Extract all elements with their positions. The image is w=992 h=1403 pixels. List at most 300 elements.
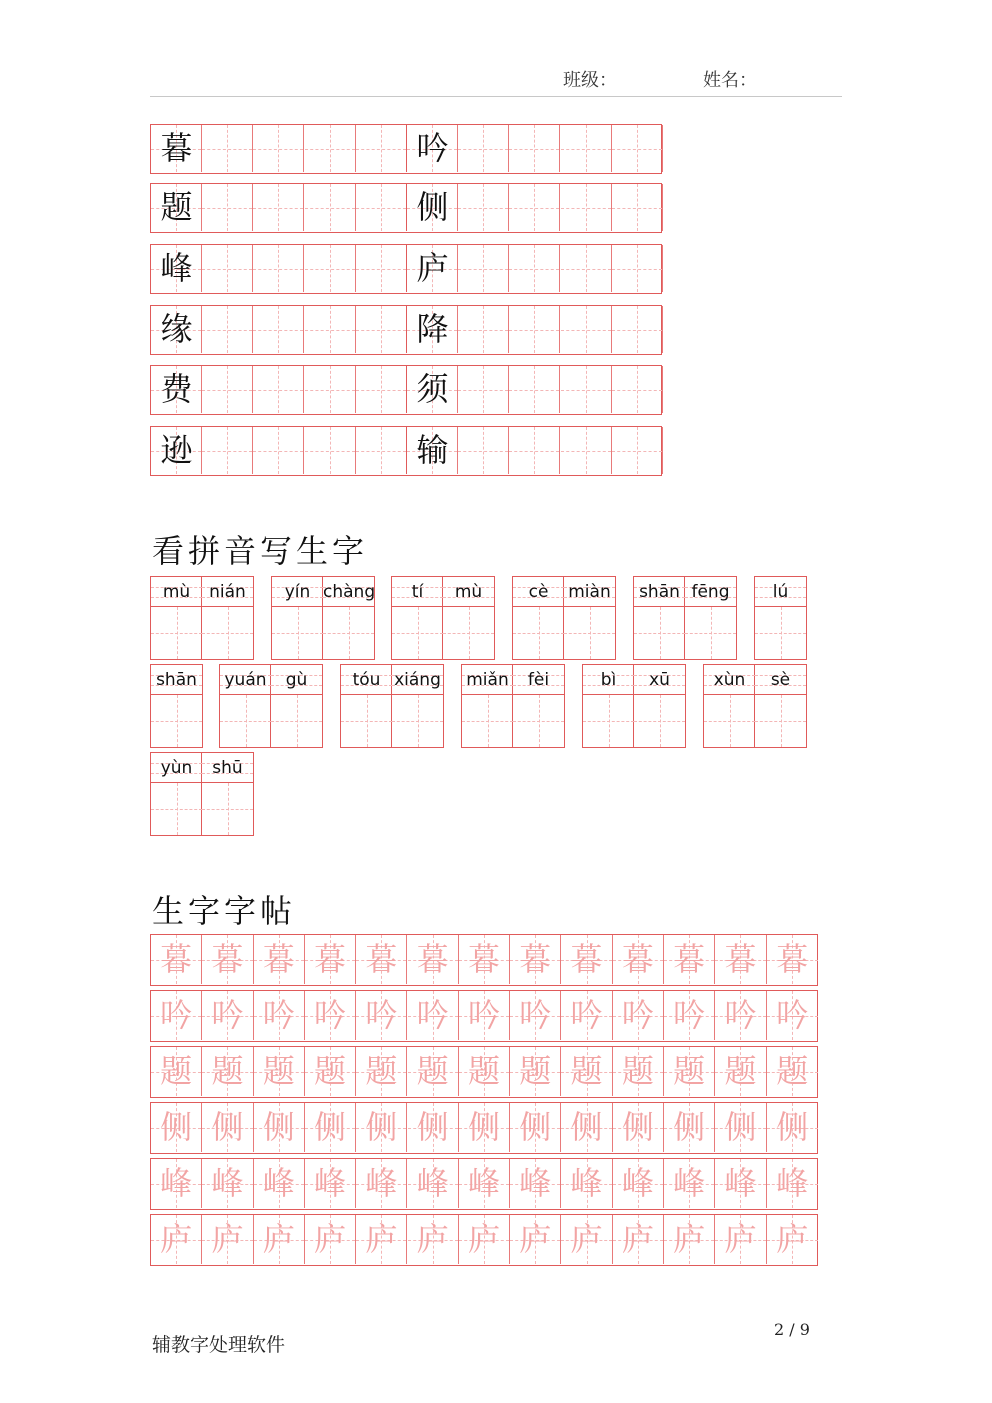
tracing-cell[interactable] xyxy=(254,1047,305,1096)
tracing-char: 吟 xyxy=(673,996,706,1034)
tracing-cell[interactable] xyxy=(305,991,356,1040)
tracing-cell[interactable] xyxy=(459,1215,510,1264)
tracing-char: 侧 xyxy=(416,1108,449,1146)
pinyin-label xyxy=(151,665,202,695)
practice-char: 降 xyxy=(416,310,449,348)
tracing-cell[interactable] xyxy=(202,1103,253,1152)
tracing-cell[interactable] xyxy=(408,1215,459,1264)
tracing-char: 侧 xyxy=(262,1108,295,1146)
tracing-cell[interactable] xyxy=(613,935,664,984)
pinyin-answer-box[interactable] xyxy=(755,695,806,747)
pinyin-answer-box[interactable] xyxy=(513,695,564,747)
pinyin-answer-box[interactable] xyxy=(392,607,443,659)
tracing-char: 吟 xyxy=(314,996,347,1034)
tracing-cell[interactable] xyxy=(202,991,253,1040)
pinyin-label xyxy=(443,577,494,607)
pinyin-label xyxy=(704,665,755,695)
practice-cell[interactable] xyxy=(356,125,407,172)
tracing-char: 峰 xyxy=(570,1164,603,1202)
pinyin-answer-box[interactable] xyxy=(583,695,634,747)
tracing-cell[interactable] xyxy=(356,1047,407,1096)
pinyin-text: fēng xyxy=(691,582,730,602)
pinyin-answer-box[interactable] xyxy=(220,695,271,747)
pinyin-text: shān xyxy=(639,582,680,602)
tracing-char: 峰 xyxy=(724,1164,757,1202)
tracing-char: 题 xyxy=(160,1052,193,1090)
pinyin-text: mù xyxy=(454,582,483,602)
tracing-row xyxy=(150,990,818,1042)
tracing-char: 题 xyxy=(365,1052,398,1090)
practice-cell[interactable] xyxy=(253,184,304,231)
tracing-cell[interactable] xyxy=(202,935,253,984)
tracing-char: 庐 xyxy=(211,1220,244,1258)
practice-cell[interactable] xyxy=(612,125,663,172)
tracing-cell[interactable] xyxy=(715,991,766,1040)
pinyin-answer-box[interactable] xyxy=(704,695,755,747)
tracing-cell[interactable] xyxy=(254,1103,305,1152)
practice-cell[interactable] xyxy=(151,366,202,413)
practice-cell[interactable] xyxy=(509,366,560,413)
practice-cell[interactable] xyxy=(202,366,253,413)
pinyin-group xyxy=(754,576,807,660)
practice-cell[interactable] xyxy=(509,245,560,292)
pinyin-text: cè xyxy=(528,582,549,602)
practice-cell[interactable] xyxy=(305,125,356,172)
tracing-char: 峰 xyxy=(519,1164,552,1202)
practice-char: 吟 xyxy=(416,129,449,167)
tracing-cell[interactable] xyxy=(305,1103,356,1152)
tracing-char: 庐 xyxy=(570,1220,603,1258)
pinyin-cell xyxy=(443,577,494,659)
pinyin-group xyxy=(391,576,495,660)
tracing-char: 暮 xyxy=(467,940,500,978)
tracing-cell[interactable] xyxy=(356,935,407,984)
header-divider xyxy=(150,96,842,97)
tracing-cell[interactable] xyxy=(767,1047,818,1096)
pinyin-cell xyxy=(462,665,513,747)
tracing-char: 峰 xyxy=(365,1164,398,1202)
pinyin-label xyxy=(220,665,271,695)
pinyin-text: yùn xyxy=(160,758,193,778)
tracing-char: 吟 xyxy=(570,996,603,1034)
pinyin-answer-box[interactable] xyxy=(462,695,513,747)
pinyin-group xyxy=(340,664,444,748)
tracing-char: 侧 xyxy=(467,1108,500,1146)
tracing-char: 侧 xyxy=(621,1108,654,1146)
pinyin-cell xyxy=(323,577,374,659)
tracing-cell[interactable] xyxy=(408,935,459,984)
practice-cell[interactable] xyxy=(407,306,458,353)
tracing-cell[interactable] xyxy=(561,1159,612,1208)
tracing-cell[interactable] xyxy=(664,991,715,1040)
tracing-cell[interactable] xyxy=(408,991,459,1040)
pinyin-group xyxy=(271,576,375,660)
practice-cell[interactable] xyxy=(612,366,663,413)
tracing-cell[interactable] xyxy=(510,935,561,984)
tracing-char: 暮 xyxy=(211,940,244,978)
pinyin-text: sè xyxy=(770,670,791,690)
practice-char: 侧 xyxy=(416,188,449,226)
tracing-cell[interactable] xyxy=(151,1215,202,1264)
tracing-cell[interactable] xyxy=(561,1103,612,1152)
tracing-char: 峰 xyxy=(621,1164,654,1202)
practice-cell[interactable] xyxy=(151,427,202,474)
practice-char: 逊 xyxy=(160,431,193,469)
tracing-section-title: 生字字帖 xyxy=(152,892,297,930)
practice-cell[interactable] xyxy=(202,245,253,292)
practice-cell[interactable] xyxy=(305,245,356,292)
practice-cell[interactable] xyxy=(561,184,612,231)
practice-cell[interactable] xyxy=(612,245,663,292)
tracing-cell[interactable] xyxy=(510,991,561,1040)
tracing-char: 题 xyxy=(519,1052,552,1090)
tracing-char: 吟 xyxy=(724,996,757,1034)
tracing-cell[interactable] xyxy=(767,991,818,1040)
tracing-cell[interactable] xyxy=(254,991,305,1040)
tracing-cell[interactable] xyxy=(613,991,664,1040)
pinyin-label xyxy=(202,577,253,607)
pinyin-label xyxy=(755,577,806,607)
tracing-cell[interactable] xyxy=(715,1215,766,1264)
pinyin-answer-box[interactable] xyxy=(755,607,806,659)
practice-cell[interactable] xyxy=(356,184,407,231)
tracing-char: 吟 xyxy=(416,996,449,1034)
tracing-cell[interactable] xyxy=(151,1047,202,1096)
tracing-cell[interactable] xyxy=(151,935,202,984)
practice-cell[interactable] xyxy=(151,125,202,172)
practice-cell[interactable] xyxy=(253,306,304,353)
tracing-cell[interactable] xyxy=(356,1103,407,1152)
tracing-cell[interactable] xyxy=(202,1159,253,1208)
pinyin-text: tí xyxy=(411,582,424,602)
tracing-char: 峰 xyxy=(673,1164,706,1202)
pinyin-group xyxy=(150,752,254,836)
pinyin-label xyxy=(634,577,685,607)
practice-char: 输 xyxy=(416,431,449,469)
tracing-char: 暮 xyxy=(621,940,654,978)
tracing-char: 侧 xyxy=(314,1108,347,1146)
practice-cell[interactable] xyxy=(202,184,253,231)
tracing-char: 庐 xyxy=(160,1220,193,1258)
practice-row xyxy=(150,305,662,355)
pinyin-text: yuán xyxy=(224,670,267,690)
practice-row xyxy=(150,124,662,174)
tracing-row xyxy=(150,1214,818,1266)
pinyin-text: yín xyxy=(284,582,311,602)
pinyin-cell xyxy=(271,665,322,747)
tracing-row xyxy=(150,1102,818,1154)
practice-cell[interactable] xyxy=(305,184,356,231)
tracing-cell[interactable] xyxy=(664,1215,715,1264)
tracing-cell[interactable] xyxy=(715,1159,766,1208)
practice-cell[interactable] xyxy=(458,125,509,172)
tracing-char: 侧 xyxy=(365,1108,398,1146)
pinyin-label xyxy=(564,577,615,607)
tracing-cell[interactable] xyxy=(664,1047,715,1096)
practice-cell[interactable] xyxy=(253,245,304,292)
tracing-cell[interactable] xyxy=(202,1215,253,1264)
pinyin-text: bì xyxy=(600,670,617,690)
practice-cell[interactable] xyxy=(612,306,663,353)
pinyin-label xyxy=(151,753,202,783)
practice-cell[interactable] xyxy=(407,184,458,231)
pinyin-answer-box[interactable] xyxy=(341,695,392,747)
pinyin-answer-box[interactable] xyxy=(564,607,615,659)
tracing-cell[interactable] xyxy=(664,935,715,984)
tracing-cell[interactable] xyxy=(767,1103,818,1152)
tracing-char: 峰 xyxy=(467,1164,500,1202)
pinyin-cell xyxy=(755,577,806,659)
practice-cell[interactable] xyxy=(458,306,509,353)
tracing-cell[interactable] xyxy=(356,1215,407,1264)
tracing-char: 吟 xyxy=(621,996,654,1034)
practice-char: 峰 xyxy=(160,249,193,287)
pinyin-text: shū xyxy=(212,758,243,778)
pinyin-group xyxy=(582,664,686,748)
tracing-char: 题 xyxy=(467,1052,500,1090)
practice-cell[interactable] xyxy=(202,427,253,474)
tracing-cell[interactable] xyxy=(459,1159,510,1208)
practice-cell[interactable] xyxy=(458,427,509,474)
pinyin-group xyxy=(633,576,737,660)
practice-cell[interactable] xyxy=(612,427,663,474)
tracing-cell[interactable] xyxy=(151,991,202,1040)
pinyin-answer-box[interactable] xyxy=(272,607,323,659)
tracing-cell[interactable] xyxy=(715,935,766,984)
tracing-cell[interactable] xyxy=(510,1103,561,1152)
name-label: 姓名： xyxy=(703,70,757,91)
tracing-cell[interactable] xyxy=(767,935,818,984)
tracing-cell[interactable] xyxy=(715,1103,766,1152)
tracing-cell[interactable] xyxy=(459,1103,510,1152)
pinyin-label xyxy=(272,577,323,607)
pinyin-text: chàng xyxy=(323,582,376,602)
practice-cell[interactable] xyxy=(253,125,304,172)
pinyin-answer-box[interactable] xyxy=(392,695,443,747)
tracing-char: 吟 xyxy=(467,996,500,1034)
pinyin-label xyxy=(685,577,736,607)
practice-cell[interactable] xyxy=(305,306,356,353)
tracing-char: 庐 xyxy=(776,1220,809,1258)
pinyin-text: gù xyxy=(285,670,308,690)
tracing-char: 题 xyxy=(262,1052,295,1090)
tracing-cell[interactable] xyxy=(613,1159,664,1208)
practice-cell[interactable] xyxy=(407,366,458,413)
class-label: 班级： xyxy=(563,70,617,91)
tracing-char: 暮 xyxy=(365,940,398,978)
tracing-char: 暮 xyxy=(519,940,552,978)
tracing-cell[interactable] xyxy=(305,1047,356,1096)
practice-cell[interactable] xyxy=(612,184,663,231)
tracing-cell[interactable] xyxy=(202,1047,253,1096)
practice-char: 须 xyxy=(416,370,449,408)
practice-cell[interactable] xyxy=(509,184,560,231)
practice-row xyxy=(150,244,662,294)
tracing-cell[interactable] xyxy=(305,935,356,984)
tracing-cell[interactable] xyxy=(561,991,612,1040)
practice-cell[interactable] xyxy=(356,306,407,353)
pinyin-label xyxy=(755,665,806,695)
pinyin-answer-box[interactable] xyxy=(323,607,374,659)
practice-char: 庐 xyxy=(416,249,449,287)
tracing-cell[interactable] xyxy=(664,1159,715,1208)
tracing-cell[interactable] xyxy=(408,1103,459,1152)
practice-cell[interactable] xyxy=(151,306,202,353)
pinyin-answer-box[interactable] xyxy=(151,695,202,747)
tracing-char: 暮 xyxy=(570,940,603,978)
pinyin-answer-box[interactable] xyxy=(685,607,736,659)
pinyin-cell xyxy=(685,577,736,659)
pinyin-cell xyxy=(392,665,443,747)
practice-char: 费 xyxy=(160,370,193,408)
pinyin-label xyxy=(513,577,564,607)
tracing-cell[interactable] xyxy=(715,1047,766,1096)
practice-cell[interactable] xyxy=(202,125,253,172)
tracing-char: 庐 xyxy=(314,1220,347,1258)
pinyin-answer-box[interactable] xyxy=(202,607,253,659)
pinyin-cell xyxy=(392,577,443,659)
pinyin-answer-box[interactable] xyxy=(634,695,685,747)
pinyin-answer-box[interactable] xyxy=(202,783,253,835)
tracing-char: 峰 xyxy=(160,1164,193,1202)
tracing-cell[interactable] xyxy=(561,935,612,984)
tracing-char: 题 xyxy=(211,1052,244,1090)
practice-char: 缘 xyxy=(160,310,193,348)
tracing-char: 吟 xyxy=(365,996,398,1034)
practice-cell[interactable] xyxy=(509,125,560,172)
tracing-char: 侧 xyxy=(776,1108,809,1146)
tracing-char: 吟 xyxy=(519,996,552,1034)
tracing-cell[interactable] xyxy=(561,1215,612,1264)
pinyin-label xyxy=(583,665,634,695)
tracing-char: 侧 xyxy=(519,1108,552,1146)
tracing-cell[interactable] xyxy=(510,1047,561,1096)
tracing-row xyxy=(150,1158,818,1210)
practice-cell[interactable] xyxy=(253,427,304,474)
pinyin-cell xyxy=(202,753,253,835)
pinyin-section-title: 看拼音写生字 xyxy=(152,532,369,570)
tracing-char: 暮 xyxy=(262,940,295,978)
tracing-cell[interactable] xyxy=(151,1159,202,1208)
practice-row xyxy=(150,183,662,233)
practice-cell[interactable] xyxy=(407,125,458,172)
tracing-cell[interactable] xyxy=(510,1159,561,1208)
practice-cell[interactable] xyxy=(458,184,509,231)
tracing-cell[interactable] xyxy=(664,1103,715,1152)
practice-cell[interactable] xyxy=(561,306,612,353)
practice-cell[interactable] xyxy=(305,427,356,474)
practice-cell[interactable] xyxy=(356,427,407,474)
tracing-cell[interactable] xyxy=(561,1047,612,1096)
practice-cell[interactable] xyxy=(151,184,202,231)
pinyin-answer-box[interactable] xyxy=(151,783,202,835)
pinyin-answer-box[interactable] xyxy=(443,607,494,659)
tracing-cell[interactable] xyxy=(459,935,510,984)
practice-cell[interactable] xyxy=(509,306,560,353)
practice-cell[interactable] xyxy=(356,366,407,413)
pinyin-label xyxy=(151,577,202,607)
tracing-cell[interactable] xyxy=(613,1103,664,1152)
pinyin-text: fèi xyxy=(527,670,550,690)
practice-cell[interactable] xyxy=(509,427,560,474)
tracing-cell[interactable] xyxy=(613,1047,664,1096)
tracing-char: 侧 xyxy=(673,1108,706,1146)
tracing-cell[interactable] xyxy=(459,1047,510,1096)
tracing-char: 庐 xyxy=(467,1220,500,1258)
tracing-char: 庐 xyxy=(519,1220,552,1258)
pinyin-label xyxy=(392,665,443,695)
pinyin-group xyxy=(703,664,807,748)
pinyin-text: shān xyxy=(156,670,197,690)
practice-char: 暮 xyxy=(160,129,193,167)
practice-cell[interactable] xyxy=(202,306,253,353)
tracing-cell[interactable] xyxy=(254,935,305,984)
tracing-cell[interactable] xyxy=(151,1103,202,1152)
pinyin-text: xùn xyxy=(713,670,746,690)
tracing-cell[interactable] xyxy=(767,1159,818,1208)
tracing-cell[interactable] xyxy=(408,1159,459,1208)
tracing-cell[interactable] xyxy=(510,1215,561,1264)
tracing-char: 暮 xyxy=(416,940,449,978)
tracing-cell[interactable] xyxy=(356,991,407,1040)
pinyin-text: lú xyxy=(772,582,789,602)
tracing-char: 峰 xyxy=(776,1164,809,1202)
tracing-char: 峰 xyxy=(416,1164,449,1202)
tracing-cell[interactable] xyxy=(254,1159,305,1208)
tracing-cell[interactable] xyxy=(408,1047,459,1096)
footer-app-name: 辅教字处理软件 xyxy=(152,1334,286,1356)
practice-cell[interactable] xyxy=(561,125,612,172)
practice-cell[interactable] xyxy=(458,366,509,413)
practice-cell[interactable] xyxy=(458,245,509,292)
practice-cell[interactable] xyxy=(151,245,202,292)
practice-cell[interactable] xyxy=(356,245,407,292)
tracing-cell[interactable] xyxy=(613,1215,664,1264)
pinyin-text: miàn xyxy=(568,582,611,602)
tracing-cell[interactable] xyxy=(305,1159,356,1208)
tracing-char: 侧 xyxy=(211,1108,244,1146)
tracing-cell[interactable] xyxy=(356,1159,407,1208)
practice-cell[interactable] xyxy=(407,245,458,292)
practice-cell[interactable] xyxy=(561,366,612,413)
tracing-char: 题 xyxy=(724,1052,757,1090)
pinyin-answer-box[interactable] xyxy=(634,607,685,659)
pinyin-cell xyxy=(341,665,392,747)
pinyin-cell xyxy=(202,577,253,659)
pinyin-answer-box[interactable] xyxy=(271,695,322,747)
tracing-cell[interactable] xyxy=(459,991,510,1040)
tracing-cell[interactable] xyxy=(767,1215,818,1264)
pinyin-group xyxy=(219,664,323,748)
tracing-char: 暮 xyxy=(673,940,706,978)
tracing-char: 侧 xyxy=(724,1108,757,1146)
pinyin-cell xyxy=(583,665,634,747)
practice-cell[interactable] xyxy=(253,366,304,413)
pinyin-answer-box[interactable] xyxy=(151,607,202,659)
tracing-cell[interactable] xyxy=(254,1215,305,1264)
practice-cell[interactable] xyxy=(561,427,612,474)
pinyin-group xyxy=(150,664,203,748)
practice-cell[interactable] xyxy=(561,245,612,292)
tracing-cell[interactable] xyxy=(305,1215,356,1264)
tracing-row xyxy=(150,934,818,986)
pinyin-label xyxy=(271,665,322,695)
practice-cell[interactable] xyxy=(407,427,458,474)
tracing-char: 庐 xyxy=(262,1220,295,1258)
tracing-char: 庐 xyxy=(621,1220,654,1258)
pinyin-answer-box[interactable] xyxy=(513,607,564,659)
practice-cell[interactable] xyxy=(305,366,356,413)
